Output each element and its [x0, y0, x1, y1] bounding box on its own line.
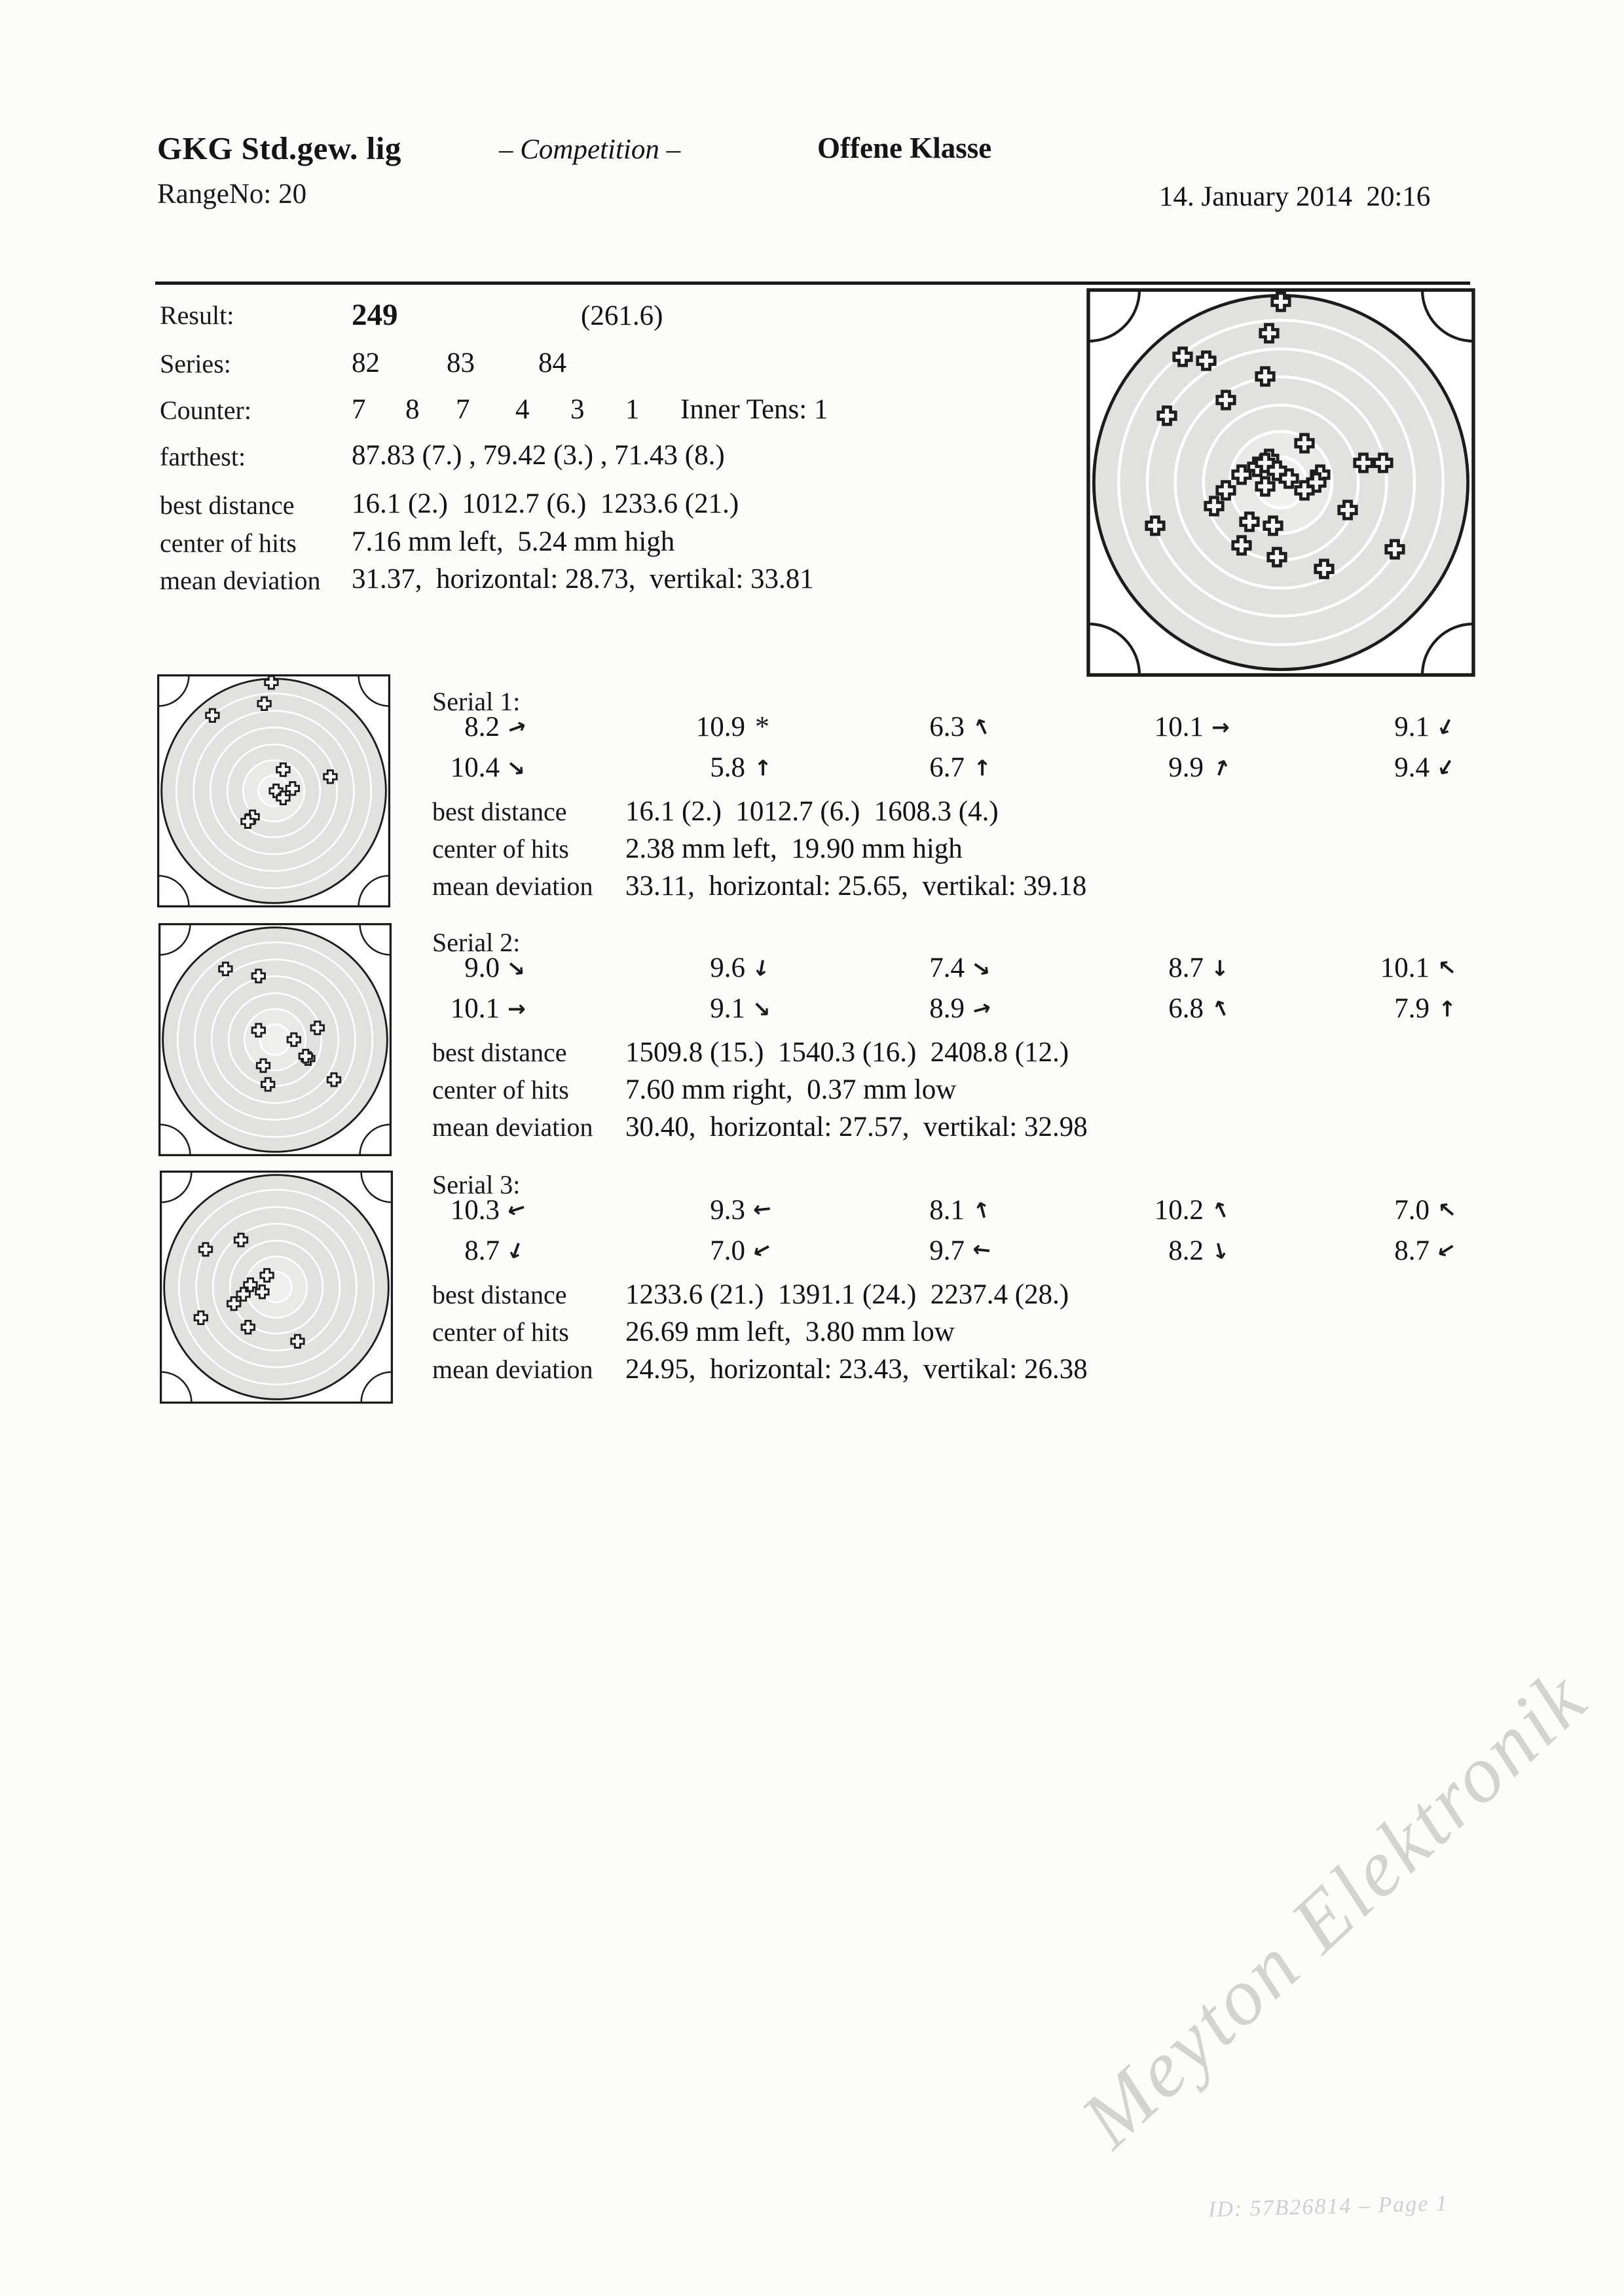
- result-value: 249: [352, 298, 398, 332]
- shot-value: [999, 1235, 1238, 1266]
- serial-3-best-distance: 1233.6 (21.) 1391.1 (24.) 2237.4 (28.): [625, 1279, 1069, 1310]
- mean-deviation-label: mean deviation: [432, 1112, 593, 1142]
- counter-value: 3: [570, 394, 585, 425]
- inner-tens: Inner Tens: 1: [680, 394, 828, 425]
- shot-direction-arrow-icon: →: [1205, 994, 1236, 1022]
- shot-score: 9.7: [929, 1235, 965, 1266]
- series-label: Series:: [160, 349, 231, 378]
- shot-value: [327, 752, 534, 783]
- shot-direction-arrow-icon: →: [969, 758, 995, 776]
- serial-2-mean-deviation: 30.40, horizontal: 27.57, vertikal: 32.98: [625, 1112, 1088, 1142]
- serial-1-mean-deviation: 33.11, horizontal: 25.65, vertikal: 39.18: [625, 871, 1087, 902]
- shot-score: 9.6: [710, 952, 745, 983]
- shot-score: 8.9: [929, 993, 965, 1024]
- shot-score: 8.2: [464, 711, 500, 742]
- shot-score: 9.0: [464, 952, 500, 983]
- shot-value: [999, 993, 1238, 1024]
- shot-direction-arrow-icon: →: [1205, 1196, 1236, 1224]
- shot-direction-arrow-icon: →: [1208, 958, 1234, 977]
- shot-direction-arrow-icon: →: [1205, 754, 1236, 780]
- series-value: 82: [352, 348, 380, 378]
- shot-value: [999, 1194, 1238, 1226]
- shot-score: 9.1: [710, 993, 745, 1024]
- farthest-label: farthest:: [160, 442, 246, 471]
- page-title: GKG Std.gew. lig: [157, 130, 401, 166]
- best-distance-label: best distance: [432, 1038, 567, 1067]
- serial-3-mean-deviation: 24.95, horizontal: 23.43, vertikal: 26.38: [625, 1354, 1088, 1385]
- shot-value: [779, 1235, 999, 1266]
- header-rule: [155, 282, 1470, 285]
- best-distance-value: 16.1 (2.) 1012.7 (6.) 1233.6 (21.): [352, 488, 739, 519]
- shot-score: 8.7: [464, 1235, 500, 1266]
- shot-value: [1238, 711, 1464, 742]
- serial-3-center-of-hits: 26.69 mm left, 3.80 mm low: [625, 1317, 955, 1347]
- shot-direction-arrow-icon: →: [752, 1196, 773, 1224]
- shot-direction-arrow-icon: →: [969, 993, 994, 1023]
- farthest-value: 87.83 (7.) , 79.42 (3.) , 71.43 (8.): [352, 440, 725, 471]
- shot-value: [999, 711, 1238, 742]
- shot-score: 7.4: [929, 952, 965, 983]
- shot-score: 10.1: [1380, 952, 1430, 983]
- page-footer: ID: 57B26814 – Page 1: [1208, 2191, 1449, 2222]
- shot-direction-arrow-icon: →: [967, 952, 997, 983]
- shot-direction-arrow-icon: →: [747, 993, 778, 1024]
- shot-value: [999, 752, 1238, 783]
- shot-direction-arrow-icon: →: [1431, 713, 1462, 740]
- shot-value: [327, 993, 534, 1024]
- serial-1-shot-values: [327, 711, 1464, 783]
- mean-deviation-label: mean deviation: [160, 566, 321, 595]
- serial-2-center-of-hits: 7.60 mm right, 0.37 mm low: [625, 1074, 957, 1105]
- shot-direction-arrow-icon: →: [748, 1235, 777, 1266]
- inner-ten-star-icon: *: [755, 710, 769, 742]
- shot-direction-arrow-icon: →: [1431, 752, 1462, 782]
- shot-value: [1238, 752, 1464, 783]
- shot-value: [1238, 1194, 1464, 1226]
- class-label: Offene Klasse: [817, 132, 992, 164]
- shot-score: 7.0: [710, 1235, 745, 1266]
- shot-score: 8.1: [929, 1194, 965, 1226]
- shot-direction-arrow-icon: →: [1206, 1238, 1236, 1263]
- shot-score: 7.9: [1394, 993, 1430, 1024]
- best-distance-label: best distance: [432, 797, 567, 826]
- shot-value: [779, 952, 999, 983]
- counter-value: 1: [625, 394, 640, 425]
- mean-deviation-value: 31.37, horizontal: 28.73, vertikal: 33.81: [352, 564, 814, 594]
- shot-direction-arrow-icon: →: [501, 1237, 532, 1264]
- shot-direction-arrow-icon: →: [1431, 952, 1462, 983]
- shot-score: 9.1: [1394, 711, 1430, 742]
- shot-score: 9.9: [1168, 752, 1204, 783]
- shot-value: [327, 952, 534, 983]
- shot-value: [327, 711, 534, 742]
- shot-value: [534, 1194, 779, 1226]
- shot-direction-arrow-icon: →: [1431, 1235, 1462, 1266]
- main-target-diagram: [1084, 286, 1477, 679]
- datetime: 14. January 2014 20:16: [1159, 181, 1431, 212]
- serial-1-center-of-hits: 2.38 mm left, 19.90 mm high: [625, 833, 963, 864]
- shot-direction-arrow-icon: →: [501, 952, 532, 983]
- result-average: (261.6): [581, 301, 663, 331]
- center-of-hits-label: center of hits: [432, 834, 569, 864]
- series-value: 84: [538, 348, 566, 378]
- result-label: Result:: [160, 301, 234, 330]
- shot-value: [327, 1194, 534, 1226]
- series-value: 83: [447, 348, 475, 378]
- serial-2-shot-values: [327, 952, 1464, 1024]
- shot-direction-arrow-icon: →: [966, 713, 997, 740]
- watermark: Meyton Elektronik: [1063, 1652, 1604, 2164]
- shot-value: [1238, 952, 1464, 983]
- counter-value: 7: [456, 394, 470, 425]
- counter-label: Counter:: [160, 395, 251, 425]
- shot-direction-arrow-icon: →: [967, 1197, 997, 1222]
- shot-score: 6.7: [929, 752, 965, 783]
- shot-value: [534, 1235, 779, 1266]
- center-of-hits-value: 7.16 mm left, 5.24 mm high: [352, 526, 675, 557]
- shot-score: 5.8: [710, 752, 745, 783]
- shot-direction-arrow-icon: →: [504, 711, 530, 742]
- shot-value: [534, 952, 779, 983]
- shot-score: 10.9: [695, 711, 745, 742]
- center-of-hits-label: center of hits: [160, 528, 297, 558]
- shot-score: 10.4: [450, 752, 500, 783]
- counter-value: 7: [352, 394, 366, 425]
- serial-1-target-diagram: [156, 673, 392, 909]
- shot-value: [534, 752, 779, 783]
- shot-direction-arrow-icon: →: [748, 956, 777, 979]
- shot-score: 6.8: [1168, 993, 1204, 1024]
- shot-direction-arrow-icon: →: [504, 1195, 530, 1225]
- center-of-hits-label: center of hits: [432, 1317, 569, 1347]
- shot-direction-arrow-icon: →: [1211, 714, 1230, 740]
- serial-3-shot-values: [327, 1194, 1464, 1266]
- counter-value: 8: [405, 394, 420, 425]
- shot-value: [327, 1235, 534, 1266]
- shot-value: [534, 711, 779, 742]
- shot-direction-arrow-icon: →: [1433, 999, 1460, 1017]
- best-distance-label: best distance: [432, 1280, 567, 1309]
- shot-direction-arrow-icon: →: [501, 752, 532, 783]
- shot-direction-arrow-icon: →: [971, 1237, 992, 1264]
- mean-deviation-label: mean deviation: [432, 1355, 593, 1384]
- shot-value: [779, 993, 999, 1024]
- best-distance-label: best distance: [160, 490, 295, 520]
- shot-value: [1238, 993, 1464, 1024]
- competition-subtitle: – Competition –: [499, 134, 681, 165]
- range-number: RangeNo: 20: [157, 179, 307, 210]
- counter-value: 4: [515, 394, 530, 425]
- shot-value: [779, 711, 999, 742]
- shot-score: 10.2: [1154, 1194, 1204, 1226]
- shot-value: [1238, 1235, 1464, 1266]
- shot-score: 6.3: [929, 711, 965, 742]
- shot-value: [779, 752, 999, 783]
- shot-score: 10.3: [450, 1194, 500, 1226]
- serial-3-label: Serial 3:: [432, 1170, 521, 1199]
- shot-score: 7.0: [1394, 1194, 1430, 1226]
- shot-value: [779, 1194, 999, 1226]
- center-of-hits-label: center of hits: [432, 1075, 569, 1104]
- shot-score: 9.4: [1394, 752, 1430, 783]
- serial-2-best-distance: 1509.8 (15.) 1540.3 (16.) 2408.8 (12.): [625, 1037, 1069, 1068]
- serial-2-label: Serial 2:: [432, 928, 521, 957]
- shot-score: 10.1: [1154, 711, 1204, 742]
- shot-value: [999, 952, 1238, 983]
- serial-1-best-distance: 16.1 (2.) 1012.7 (6.) 1608.3 (4.): [625, 796, 999, 827]
- shot-score: 10.1: [450, 993, 500, 1024]
- shot-score: 8.7: [1394, 1235, 1430, 1266]
- mean-deviation-label: mean deviation: [432, 871, 593, 901]
- shot-direction-arrow-icon: →: [507, 995, 526, 1021]
- shot-value: [534, 993, 779, 1024]
- shot-score: 8.7: [1168, 952, 1204, 983]
- shot-score: 8.2: [1168, 1235, 1204, 1266]
- shot-direction-arrow-icon: →: [1431, 1194, 1462, 1226]
- shot-score: 9.3: [710, 1194, 745, 1226]
- shot-direction-arrow-icon: →: [749, 758, 775, 776]
- serial-1-label: Serial 1:: [432, 687, 521, 716]
